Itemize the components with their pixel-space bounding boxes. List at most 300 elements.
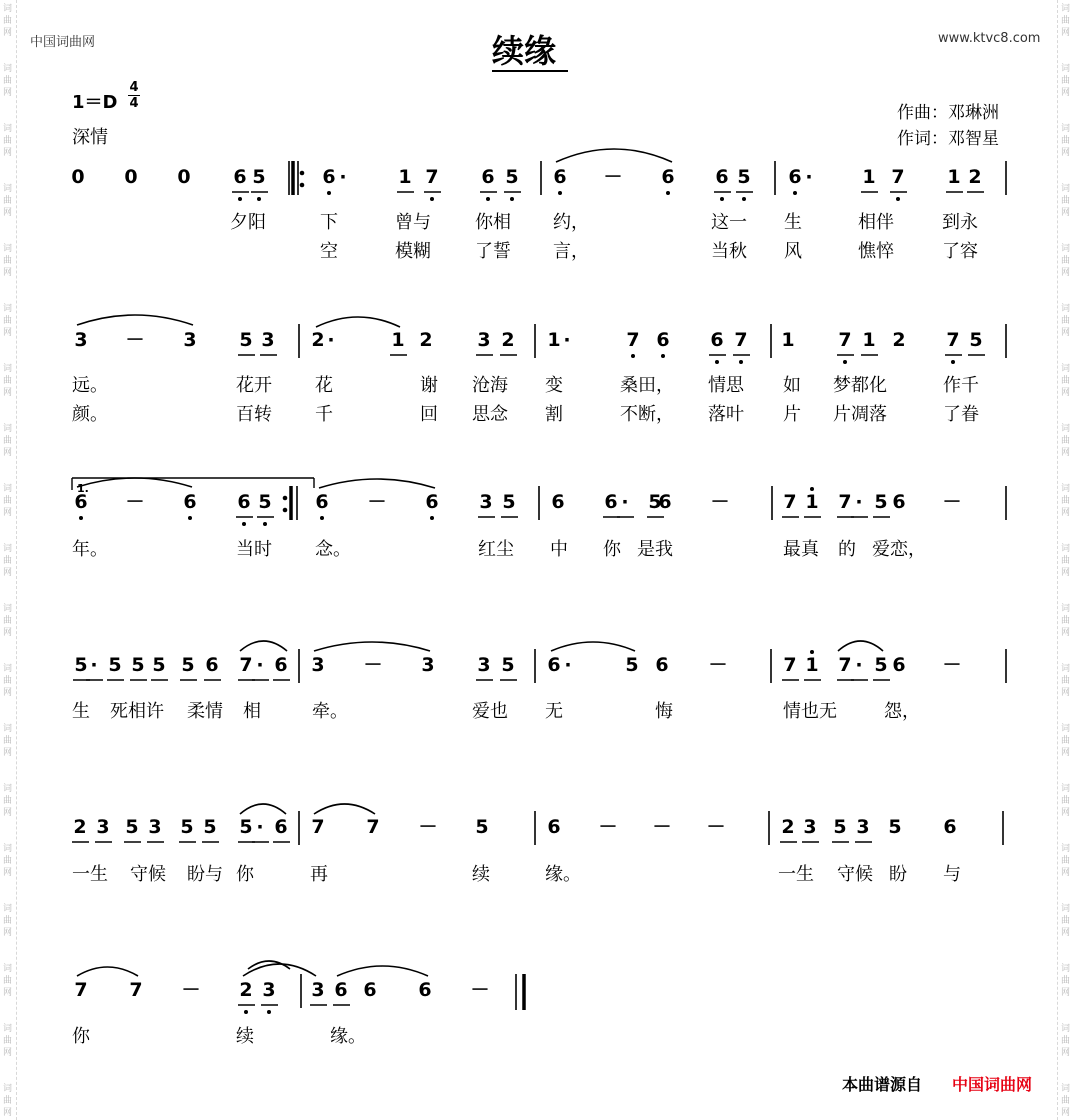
extend-dash: －: [470, 979, 490, 1001]
octave-dot-below: [257, 197, 261, 201]
watermark-char: 网: [3, 928, 13, 938]
watermark-char: 曲: [3, 496, 13, 506]
watermark-char: 网: [3, 868, 13, 878]
octave-dot-below: [242, 522, 246, 526]
lyric: 了誓: [475, 241, 511, 262]
watermark-char: 词: [1061, 604, 1071, 614]
octave-dot-below: [715, 360, 719, 364]
watermark-char: 词: [1061, 544, 1071, 554]
duration-dot: ·: [327, 329, 335, 351]
note: 7: [74, 979, 88, 1001]
watermark-char: 网: [1061, 268, 1071, 278]
note: 5: [131, 654, 145, 676]
lyric: 爱也: [472, 701, 508, 722]
watermark-char: 曲: [1061, 1096, 1071, 1106]
lyric: 你: [236, 864, 254, 885]
note: 6: [551, 491, 565, 513]
lyric: 念。: [315, 539, 351, 560]
note: 3: [311, 979, 325, 1001]
note: 5: [505, 166, 519, 188]
octave-dot-below: [430, 197, 434, 201]
duration-dot: ·: [256, 654, 264, 676]
octave-dot-below: [558, 191, 562, 195]
watermark-char: 网: [3, 208, 13, 218]
lyric: 沧海: [472, 375, 508, 396]
watermark-char: 网: [1061, 868, 1071, 878]
note: 6: [425, 491, 439, 513]
note: 6: [481, 166, 495, 188]
note: 5: [181, 654, 195, 676]
octave-dot-below: [661, 354, 665, 358]
note: 6: [943, 816, 957, 838]
note: 2: [781, 816, 795, 838]
duration-dot: ·: [563, 329, 571, 351]
meter-top: 4: [129, 80, 139, 95]
watermark-char: 网: [3, 628, 13, 638]
lyric: 你: [603, 539, 621, 560]
lyric: 思念: [472, 404, 508, 425]
lyric: 续: [472, 864, 490, 885]
note: 6: [553, 166, 567, 188]
lyric: 无: [545, 701, 563, 722]
lyric: 如: [783, 375, 801, 396]
extend-dash: －: [367, 491, 387, 513]
note: 7: [891, 166, 905, 188]
lyric: 空: [320, 241, 338, 262]
repeat-dot: [300, 183, 305, 188]
lyric: 千: [315, 404, 333, 425]
lyric: 梦都化: [833, 375, 887, 396]
watermark-char: 曲: [1061, 196, 1071, 206]
repeat-dot: [300, 171, 305, 176]
note: 6: [237, 491, 251, 513]
watermark-char: 网: [1061, 448, 1071, 458]
lyric: 守候: [837, 864, 873, 885]
note: 3: [311, 654, 325, 676]
watermark-char: 网: [1061, 388, 1071, 398]
watermark-char: 词: [3, 4, 13, 14]
watermark-char: 词: [1061, 184, 1071, 194]
watermark-char: 网: [3, 808, 13, 818]
lyric: 你相: [475, 212, 511, 233]
repeat-dot: [283, 496, 288, 501]
note: 1: [547, 329, 561, 351]
slur: [556, 149, 672, 162]
lyric: 你: [72, 1026, 90, 1047]
watermark-char: 网: [3, 1108, 13, 1118]
note: 5: [475, 816, 489, 838]
extend-dash: －: [363, 654, 383, 676]
watermark-char: 曲: [1061, 916, 1071, 926]
watermark-char: 词: [1061, 364, 1071, 374]
song-title: 续缘: [492, 32, 568, 72]
note: 7: [946, 329, 960, 351]
octave-dot-below: [263, 522, 267, 526]
note: 1: [398, 166, 412, 188]
note: 5: [239, 329, 253, 351]
watermark-char: 词: [1061, 64, 1071, 74]
note: 1: [781, 329, 795, 351]
duration-dot: ·: [855, 491, 863, 513]
site-url: www.ktvc8.com: [938, 31, 1041, 46]
octave-dot-below: [742, 197, 746, 201]
watermark-char: 词: [1061, 304, 1071, 314]
watermark-char: 曲: [3, 856, 13, 866]
watermark-char: 网: [3, 1048, 13, 1058]
note: 6: [892, 654, 906, 676]
note: 6: [315, 491, 329, 513]
watermark-char: 词: [1061, 1024, 1071, 1034]
watermark-char: 词: [3, 604, 13, 614]
lyric: 生: [72, 701, 90, 722]
note: 7: [838, 654, 852, 676]
octave-dot-below: [238, 197, 242, 201]
octave-dot-below: [244, 1010, 248, 1014]
watermark-char: 曲: [1061, 16, 1071, 26]
note: 5: [180, 816, 194, 838]
note: 6: [892, 491, 906, 513]
lyric: 夕阳: [230, 212, 266, 233]
note: 6: [604, 491, 618, 513]
note: 6: [715, 166, 729, 188]
lyric: 爱恋，: [872, 539, 926, 560]
watermark-char: 曲: [3, 616, 13, 626]
note: 6: [656, 329, 670, 351]
note: 7: [783, 491, 797, 513]
slur: [240, 641, 287, 651]
extend-dash: －: [125, 491, 145, 513]
lyric: 风: [784, 241, 802, 262]
note: 5: [239, 816, 253, 838]
watermark-char: 曲: [3, 736, 13, 746]
watermark-char: 词: [1061, 244, 1071, 254]
note: 6: [334, 979, 348, 1001]
octave-dot-below: [79, 516, 83, 520]
note: 5: [74, 654, 88, 676]
watermark-char: 词: [1061, 784, 1071, 794]
octave-dot-below: [510, 197, 514, 201]
watermark-char: 网: [3, 688, 13, 698]
watermark-char: 词: [3, 484, 13, 494]
slur: [240, 804, 286, 814]
slur: [77, 478, 192, 487]
lyric: 憔悴: [858, 241, 894, 262]
watermark-char: 曲: [3, 376, 13, 386]
watermark-char: 网: [1061, 628, 1071, 638]
note: 6: [661, 166, 675, 188]
watermark-char: 网: [3, 388, 13, 398]
octave-dot-above: [810, 650, 814, 654]
note: 5: [737, 166, 751, 188]
watermark-char: 曲: [3, 556, 13, 566]
octave-dot-below: [188, 516, 192, 520]
note: 5: [252, 166, 266, 188]
note: 1: [862, 166, 876, 188]
site-name-left: 中国词曲网: [30, 35, 96, 50]
octave-dot-below: [267, 1010, 271, 1014]
duration-dot: ·: [805, 166, 813, 188]
lyric: 中: [550, 539, 568, 560]
octave-dot-below: [327, 191, 331, 195]
note: 5: [203, 816, 217, 838]
composer-credit: 作曲：邓琳洲: [897, 103, 999, 123]
watermark-char: 词: [1061, 844, 1071, 854]
duration-dot: ·: [256, 816, 264, 838]
watermark-char: 曲: [1061, 616, 1071, 626]
watermark-char: 曲: [1061, 436, 1071, 446]
duration-dot: ·: [339, 166, 347, 188]
watermark-char: 曲: [3, 1096, 13, 1106]
lyric: 守候: [130, 864, 166, 885]
note: 6: [547, 654, 561, 676]
lyric: 悔: [655, 701, 673, 722]
lyric: 片凋落: [833, 404, 887, 425]
note: 1: [805, 654, 819, 676]
note: 2: [968, 166, 982, 188]
watermark-char: 词: [3, 184, 13, 194]
note: 5: [152, 654, 166, 676]
watermark-char: 曲: [1061, 496, 1071, 506]
extend-dash: －: [418, 816, 438, 838]
watermark-char: 词: [1061, 664, 1071, 674]
duration-dot: ·: [90, 654, 98, 676]
watermark-char: 曲: [3, 136, 13, 146]
note: 3: [477, 654, 491, 676]
watermark-char: 词: [1061, 124, 1071, 134]
octave-dot-below: [430, 516, 434, 520]
extend-dash: －: [603, 166, 623, 188]
watermark-char: 曲: [1061, 856, 1071, 866]
slur: [314, 642, 430, 651]
watermark-char: 曲: [1061, 376, 1071, 386]
watermark-char: 曲: [1061, 256, 1071, 266]
note: 1: [391, 329, 405, 351]
note: 3: [421, 654, 435, 676]
watermark-char: 词: [3, 64, 13, 74]
watermark-char: 曲: [1061, 1036, 1071, 1046]
watermark-char: 网: [1061, 148, 1071, 158]
watermark-char: 网: [1061, 208, 1071, 218]
lyric: 曾与: [395, 212, 431, 233]
note: 5: [258, 491, 272, 513]
key-signature: 1＝D: [72, 92, 118, 113]
lyric: 红尘: [478, 539, 514, 560]
note: 3: [74, 329, 88, 351]
watermark-char: 网: [3, 448, 13, 458]
note: 7: [734, 329, 748, 351]
octave-dot-above: [810, 487, 814, 491]
lyric: 相: [243, 701, 261, 722]
lyric: 变: [545, 375, 563, 396]
lyricist-credit: 作词：邓智星: [897, 129, 999, 149]
octave-dot-below: [896, 197, 900, 201]
note: 2: [239, 979, 253, 1001]
slur: [337, 966, 428, 976]
slur: [316, 317, 400, 327]
extend-dash: －: [708, 654, 728, 676]
note: 6: [658, 491, 672, 513]
note: 7: [425, 166, 439, 188]
note: 7: [366, 816, 380, 838]
volta-label: 1.: [77, 482, 89, 495]
lyric: 不断，: [620, 404, 674, 425]
lyric: 牵。: [312, 701, 348, 722]
note: 0: [124, 166, 138, 188]
watermark-char: 词: [1061, 724, 1071, 734]
watermark-char: 词: [3, 544, 13, 554]
watermark-char: 词: [3, 1084, 13, 1094]
lyric: 死相许: [110, 701, 164, 722]
watermark-char: 词: [3, 844, 13, 854]
lyric: 落叶: [708, 404, 744, 425]
lyric: 割: [545, 404, 563, 425]
watermark-char: 网: [3, 988, 13, 998]
note: 1: [862, 329, 876, 351]
lyric: 当秋: [711, 241, 747, 262]
watermark-char: 词: [3, 244, 13, 254]
note: 3: [183, 329, 197, 351]
lyric: 盼: [889, 864, 907, 885]
note: 7: [838, 329, 852, 351]
octave-dot-below: [793, 191, 797, 195]
duration-dot: ·: [855, 654, 863, 676]
lyric: 谢: [420, 375, 438, 396]
lyric: 片: [783, 404, 801, 425]
slur: [77, 315, 193, 325]
octave-dot-below: [720, 197, 724, 201]
lyric: 了容: [942, 241, 978, 262]
note: 0: [71, 166, 85, 188]
note: 6: [547, 816, 561, 838]
note: 5: [888, 816, 902, 838]
note: 3: [477, 329, 491, 351]
watermark-char: 词: [1061, 964, 1071, 974]
extend-dash: －: [942, 654, 962, 676]
octave-dot-below: [843, 360, 847, 364]
note: 6: [363, 979, 377, 1001]
slur: [77, 967, 138, 976]
watermark-char: 曲: [3, 316, 13, 326]
lyric: 最真: [783, 539, 819, 560]
lyric: 当时: [236, 539, 272, 560]
note: 3: [479, 491, 493, 513]
extend-dash: －: [652, 816, 672, 838]
lyric: 这一: [711, 212, 747, 233]
note: 3: [803, 816, 817, 838]
watermark-char: 词: [3, 124, 13, 134]
note: 6: [710, 329, 724, 351]
lyric: 生: [784, 212, 802, 233]
note: 7: [626, 329, 640, 351]
watermark-char: 曲: [3, 16, 13, 26]
watermark-char: 曲: [1061, 76, 1071, 86]
watermark-char: 网: [1061, 28, 1071, 38]
watermark-char: 曲: [1061, 796, 1071, 806]
source-site: 中国词曲网: [952, 1075, 1033, 1094]
lyric: 模糊: [395, 241, 431, 262]
watermark-char: 词: [3, 424, 13, 434]
lyric: 缘。: [545, 864, 581, 885]
watermark-char: 曲: [1061, 556, 1071, 566]
lyric: 回: [420, 404, 438, 425]
watermark-char: 网: [1061, 508, 1071, 518]
lyric: 到永: [942, 212, 978, 233]
note: 6: [74, 491, 88, 513]
watermark-char: 曲: [3, 76, 13, 86]
note: 3: [148, 816, 162, 838]
note: 6: [274, 654, 288, 676]
octave-dot-below: [631, 354, 635, 358]
lyric: 怨，: [884, 701, 920, 722]
watermark-char: 词: [1061, 424, 1071, 434]
lyric: 与: [943, 864, 961, 885]
watermark-char: 网: [1061, 748, 1071, 758]
lyric: 的: [838, 539, 856, 560]
lyric: 远。: [72, 375, 108, 396]
note: 2: [501, 329, 515, 351]
watermark-char: 曲: [3, 676, 13, 686]
repeat-dot: [283, 508, 288, 513]
note: 6: [418, 979, 432, 1001]
lyric: 是我: [637, 539, 673, 560]
watermark-char: 曲: [3, 196, 13, 206]
slur: [838, 641, 883, 651]
watermark-char: 词: [1061, 4, 1071, 14]
watermark-char: 网: [3, 88, 13, 98]
lyric: 了眷: [943, 404, 979, 425]
lyric: 缘。: [330, 1026, 366, 1047]
watermark-char: 网: [1061, 928, 1071, 938]
note: 7: [239, 654, 253, 676]
lyric: 续: [236, 1026, 254, 1047]
slur: [551, 642, 635, 651]
octave-dot-below: [486, 197, 490, 201]
note: 2: [419, 329, 433, 351]
note: 3: [261, 329, 275, 351]
slur: [314, 804, 375, 814]
watermark-char: 词: [3, 904, 13, 914]
watermark-char: 词: [3, 364, 13, 374]
watermark-char: 曲: [3, 256, 13, 266]
octave-dot-below: [739, 360, 743, 364]
note: 3: [262, 979, 276, 1001]
watermark-char: 网: [3, 268, 13, 278]
note: 5: [648, 491, 662, 513]
note: 1: [805, 491, 819, 513]
slur: [319, 479, 435, 488]
note: 1: [947, 166, 961, 188]
watermark-char: 网: [1061, 88, 1071, 98]
note: 5: [125, 816, 139, 838]
watermark-char: 词: [1061, 484, 1071, 494]
watermark-char: 网: [1061, 568, 1071, 578]
octave-dot-below: [951, 360, 955, 364]
source-label: 本曲谱源自: [842, 1075, 923, 1094]
note: 3: [96, 816, 110, 838]
lyric: 桑田，: [620, 375, 674, 396]
lyric: 花开: [236, 375, 272, 396]
note: 0: [177, 166, 191, 188]
note: 6: [788, 166, 802, 188]
note: 5: [969, 329, 983, 351]
watermark-char: 网: [3, 748, 13, 758]
duration-dot: ·: [621, 491, 629, 513]
watermark-char: 曲: [1061, 676, 1071, 686]
note: 5: [108, 654, 122, 676]
watermark-char: 词: [3, 784, 13, 794]
note: 3: [856, 816, 870, 838]
lyric: 盼与: [187, 864, 223, 885]
